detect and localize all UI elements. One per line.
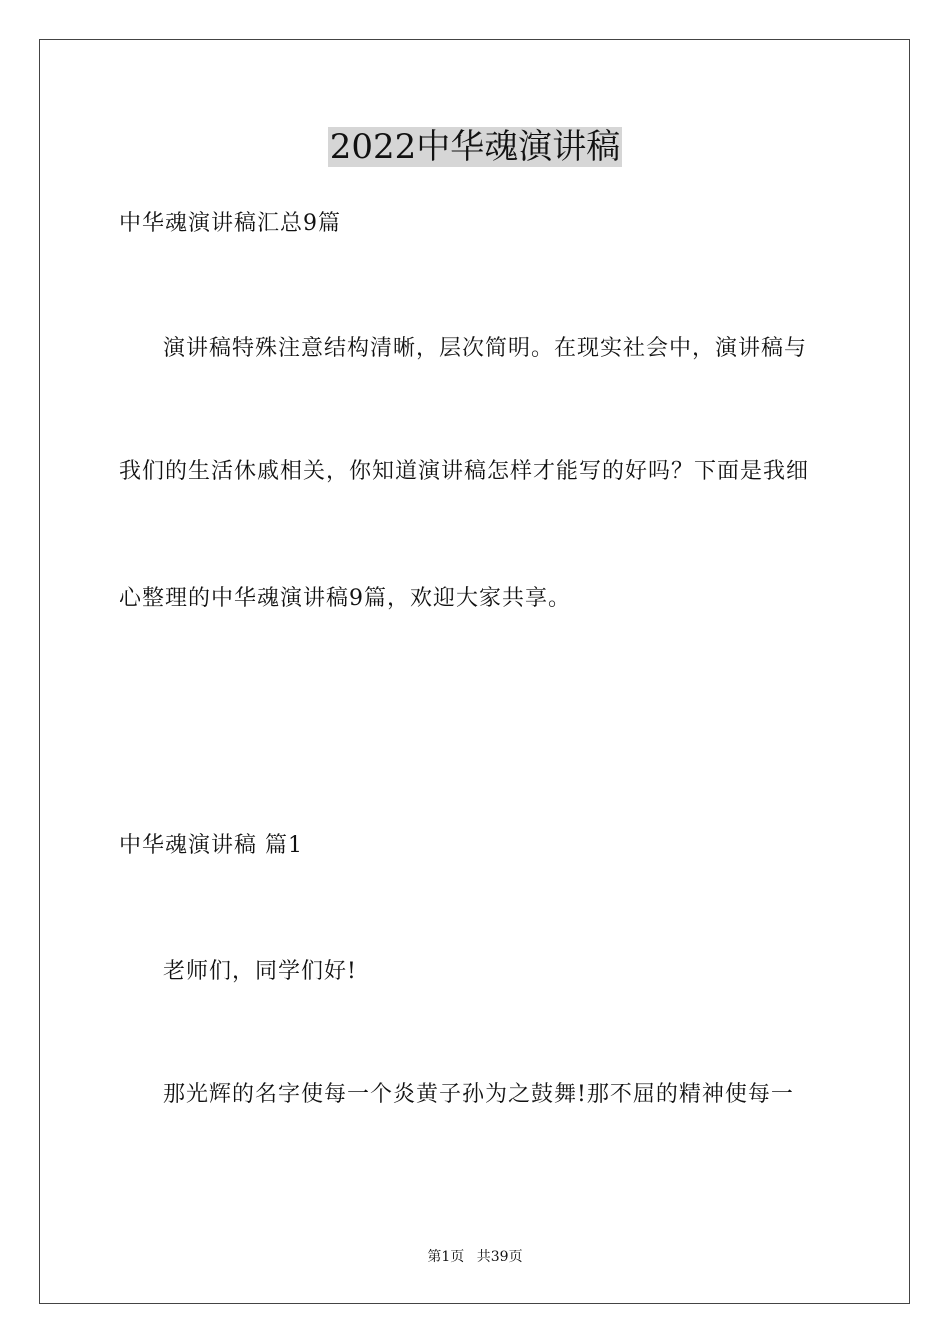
body-line-1: 老师们，同学们好! <box>163 959 357 984</box>
page-number-current: 第1页 <box>427 1249 465 1265</box>
document-title-text: 2022中华魂演讲稿 <box>329 127 621 167</box>
section-heading: 中华魂演讲稿 篇1 <box>119 833 303 858</box>
page-footer <box>0 1247 950 1267</box>
intro-line-1: 演讲稿特殊注意结构清晰，层次简明。在现实社会中，演讲稿与 <box>163 336 808 361</box>
page-number-total: 共39页 <box>476 1249 523 1265</box>
body-line-2: 那光辉的名字使每一个炎黄子孙为之鼓舞!那不屈的精神使每一 <box>163 1082 794 1107</box>
intro-line-2: 我们的生活休戚相关，你知道演讲稿怎样才能写的好吗？下面是我细 <box>119 459 810 484</box>
document-subtitle: 中华魂演讲稿汇总9篇 <box>119 211 341 236</box>
intro-line-3: 心整理的中华魂演讲稿9篇，欢迎大家共享。 <box>119 586 571 611</box>
document-title <box>0 124 950 170</box>
